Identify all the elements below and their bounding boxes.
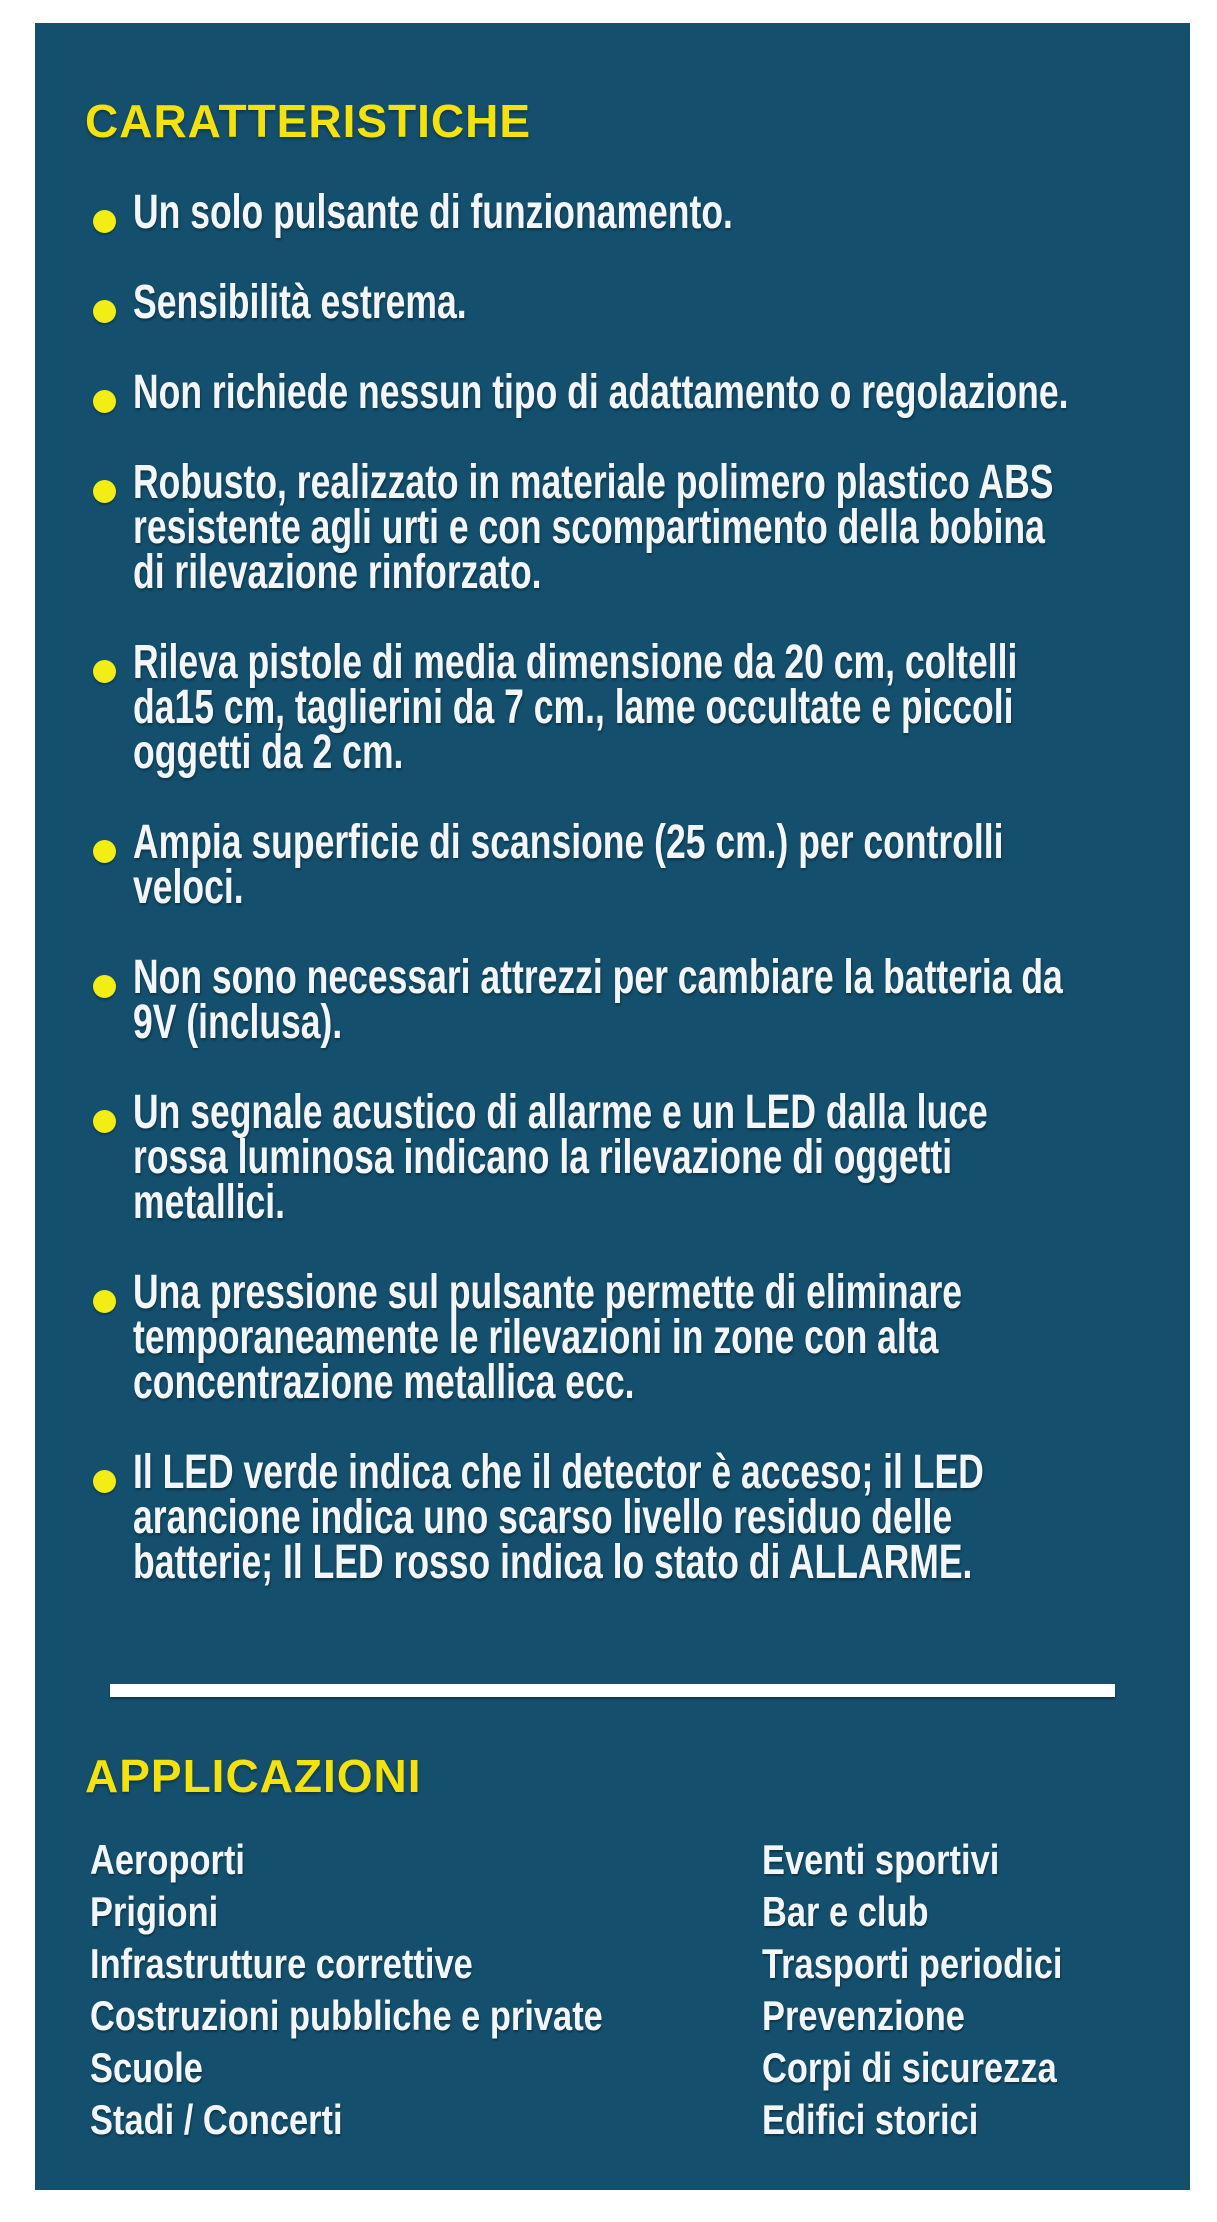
caratteristiche-list — [93, 186, 1183, 1630]
list-item-text — [133, 186, 1183, 239]
list-item: Infrastrutture correttive — [90, 1940, 473, 1987]
list-item-text — [133, 816, 1183, 914]
bullet-line: oggetti da 2 cm. — [133, 726, 404, 779]
list-item: Bar e club — [762, 1888, 929, 1935]
bullet-line: 9V (inclusa). — [133, 996, 343, 1049]
bullet-line: Rileva pistole di media dimensione da 20 cm, coltelli — [133, 636, 1018, 689]
list-item — [93, 186, 1183, 239]
bullet-icon — [93, 1470, 116, 1493]
bullet-line: Un solo pulsante di funzionamento. — [133, 186, 733, 239]
bullet-line: Ampia superficie di scansione (25 cm.) per controlli — [133, 816, 1004, 869]
bullet-line: veloci. — [133, 861, 244, 914]
bullet-line: da15 cm, taglierini da 7 cm., lame occultate e piccoli — [133, 681, 1014, 734]
applicazioni-right-column — [762, 1834, 1128, 2146]
list-item-text — [133, 1266, 1183, 1409]
bullet-line: Robusto, realizzato in materiale polimero plastico ABS — [133, 456, 1054, 509]
bullet-icon — [93, 975, 116, 998]
bullet-line: Sensibilità estrema. — [133, 276, 467, 329]
bullet-line: Una pressione sul pulsante permette di eliminare — [133, 1266, 963, 1319]
list-item-text — [133, 951, 1183, 1049]
list-item: Eventi sportivi — [762, 1836, 1000, 1883]
bullet-line: temporaneamente le rilevazioni in zone con alta — [133, 1311, 939, 1364]
applicazioni-left-column — [90, 1834, 715, 2146]
list-item — [93, 636, 1183, 779]
caratteristiche-title: CARATTERISTICHE — [85, 95, 532, 147]
section-divider — [110, 1684, 1115, 1697]
bullet-line: di rilevazione rinforzato. — [133, 546, 542, 599]
bullet-line: Il LED verde indica che il detector è acceso; il LED — [133, 1446, 984, 1499]
bullet-line: rossa luminosa indicano la rilevazione di oggetti — [133, 1131, 953, 1184]
list-item: Trasporti periodici — [762, 1940, 1063, 1987]
bullet-line: arancione indica uno scarso livello residuo delle — [133, 1491, 953, 1544]
list-item — [93, 366, 1183, 419]
bullet-line: metallici. — [133, 1176, 286, 1229]
bullet-icon — [93, 1290, 116, 1313]
list-item-text — [133, 636, 1183, 779]
bullet-line: concentrazione metallica ecc. — [133, 1356, 635, 1409]
list-item-text — [133, 276, 1183, 329]
list-item-text — [133, 1086, 1183, 1229]
list-item — [93, 1446, 1183, 1589]
list-item — [93, 1266, 1183, 1409]
datasheet-panel — [35, 23, 1190, 2190]
list-item: Edifici storici — [762, 2096, 979, 2143]
bullet-line: resistente agli urti e con scompartimento della bobina — [133, 501, 1045, 554]
list-item: Corpi di sicurezza — [762, 2044, 1057, 2091]
applicazioni-title: APPLICAZIONI — [85, 1750, 422, 1802]
list-item: Stadi / Concerti — [90, 2096, 343, 2143]
list-item: Prevenzione — [762, 1992, 965, 2039]
bullet-icon — [93, 210, 116, 233]
list-item — [93, 816, 1183, 914]
list-item: Scuole — [90, 2044, 203, 2091]
list-item: Aeroporti — [90, 1836, 245, 1883]
bullet-line: Non sono necessari attrezzi per cambiare la batteria da — [133, 951, 1063, 1004]
bullet-icon — [93, 840, 116, 863]
bullet-icon — [93, 390, 116, 413]
bullet-line: Un segnale acustico di allarme e un LED dalla luce — [133, 1086, 988, 1139]
bullet-icon — [93, 480, 116, 503]
list-item — [93, 456, 1183, 599]
list-item: Prigioni — [90, 1888, 219, 1935]
list-item — [93, 951, 1183, 1049]
list-item-text — [133, 1446, 1183, 1589]
bullet-line: batterie; Il LED rosso indica lo stato di ALLARME. — [133, 1536, 973, 1589]
bullet-line: Non richiede nessun tipo di adattamento o regolazione. — [133, 366, 1069, 419]
list-item — [93, 276, 1183, 329]
bullet-icon — [93, 1110, 116, 1133]
bullet-icon — [93, 660, 116, 683]
bullet-icon — [93, 300, 116, 323]
list-item: Costruzioni pubbliche e private — [90, 1992, 603, 2039]
list-item-text — [133, 456, 1183, 599]
list-item-text — [133, 366, 1183, 419]
list-item — [93, 1086, 1183, 1229]
